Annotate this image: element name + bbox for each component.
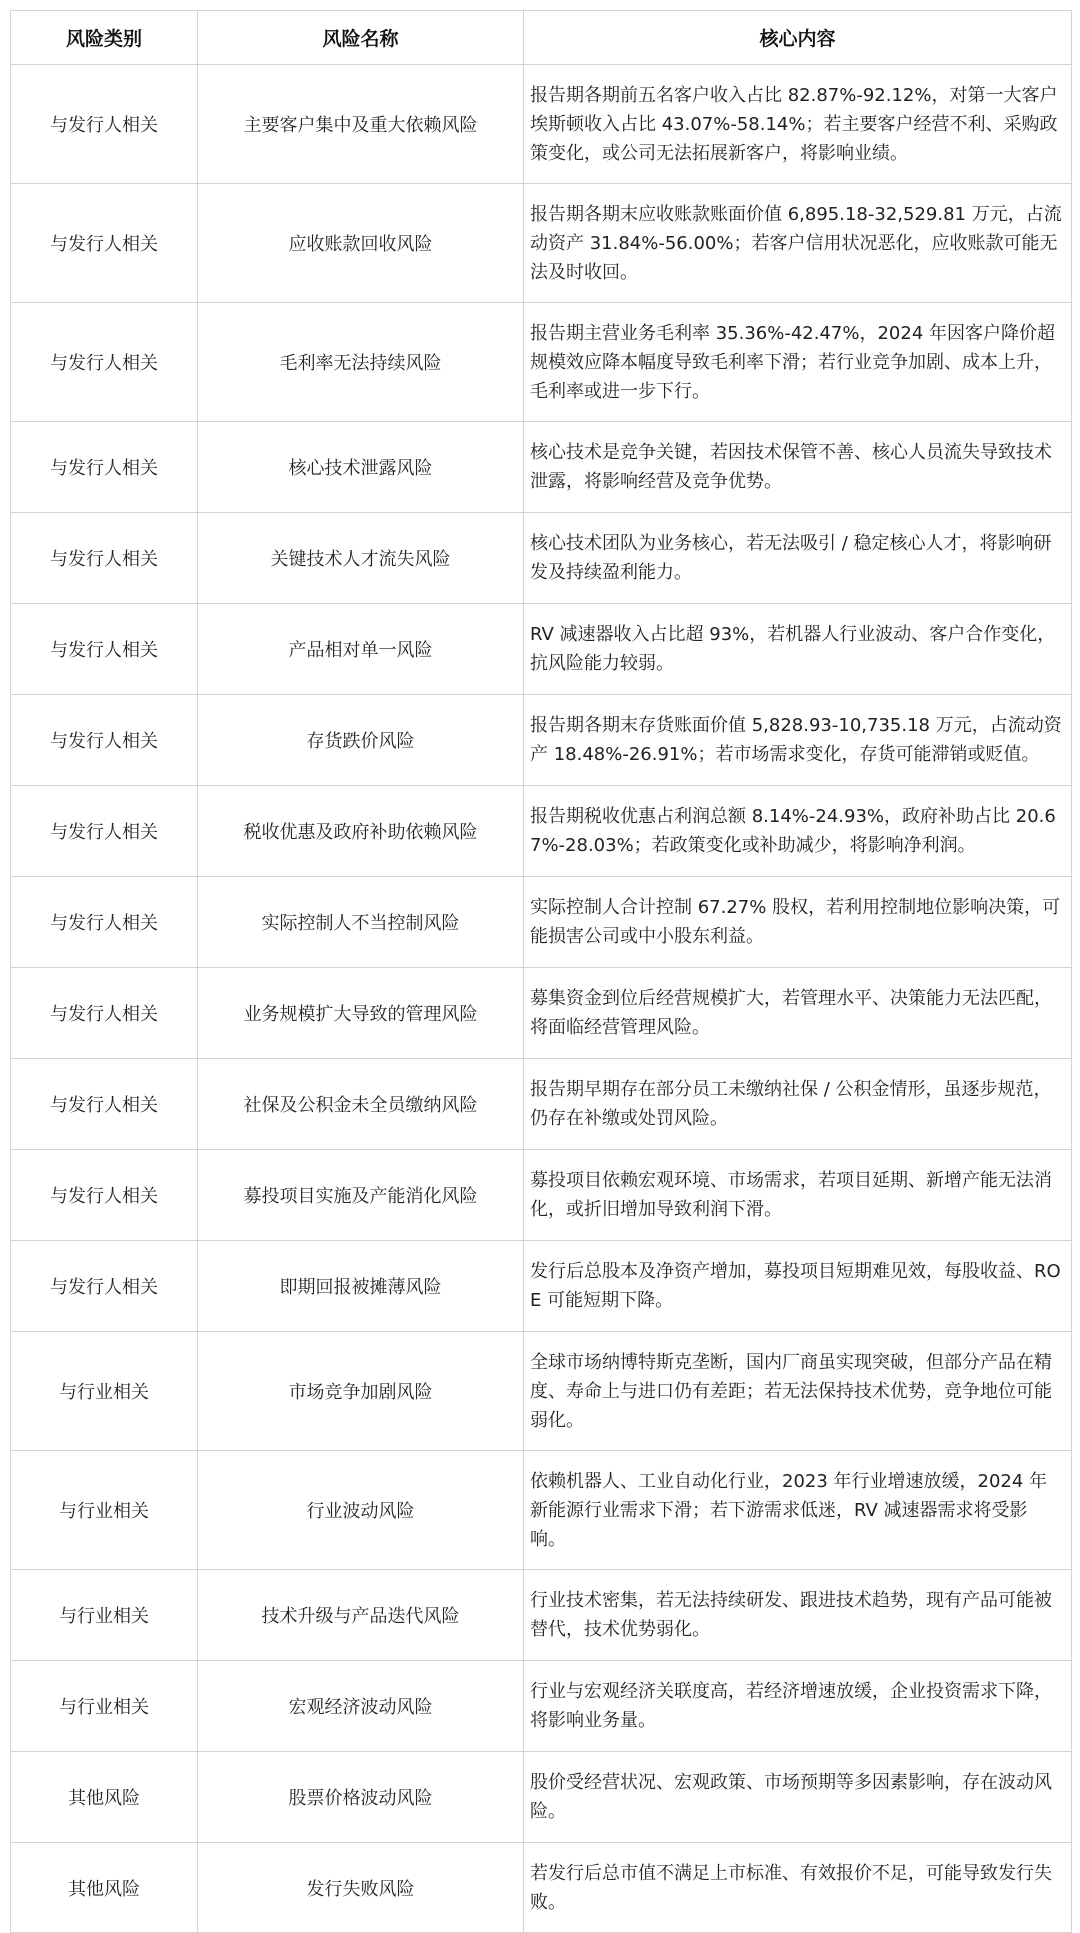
table-row [11,1059,1072,1150]
risk-name-cell: 募投项目实施及产能消化风险 [198,1150,524,1241]
risk-category-cell: 其他风险 [11,1752,198,1843]
risk-category-cell: 与发行人相关 [11,513,198,604]
risk-name-cell: 税收优惠及政府补助依赖风险 [198,786,524,877]
risk-name-cell: 产品相对单一风险 [198,604,524,695]
table-row [11,604,1072,695]
risk-content-cell: 实际控制人合计控制 67.27% 股权，若利用控制地位影响决策，可能损害公司或中小股东利益。 [524,877,1072,968]
table-row [11,968,1072,1059]
header-risk-category: 风险类别 [11,11,198,65]
table-row [11,1661,1072,1752]
risk-category-cell: 与发行人相关 [11,1059,198,1150]
header-core-content: 核心内容 [524,11,1072,65]
table-row [11,184,1072,303]
table-row [11,1752,1072,1843]
risk-content-cell: 报告期各期末应收账款账面价值 6,895.18-32,529.81 万元，占流动资产 31.84%-56.00%；若客户信用状况恶化，应收账款可能无法及时收回。 [524,184,1072,303]
risk-content-cell: 报告期各期末存货账面价值 5,828.93-10,735.18 万元，占流动资产 18.48%-26.91%；若市场需求变化，存货可能滞销或贬值。 [524,695,1072,786]
risk-category-cell: 与发行人相关 [11,968,198,1059]
risk-category-cell: 与发行人相关 [11,604,198,695]
risk-table-container [10,10,1071,1933]
risk-name-cell: 存货跌价风险 [198,695,524,786]
risk-name-cell: 应收账款回收风险 [198,184,524,303]
risk-content-cell: 核心技术团队为业务核心，若无法吸引 / 稳定核心人才，将影响研发及持续盈利能力。 [524,513,1072,604]
risk-content-cell: 依赖机器人、工业自动化行业，2023 年行业增速放缓，2024 年新能源行业需求下滑；若下游需求低迷，RV 减速器需求将受影响。 [524,1451,1072,1570]
table-row [11,1150,1072,1241]
table-row [11,1570,1072,1661]
risk-name-cell: 行业波动风险 [198,1451,524,1570]
risk-category-cell: 与行业相关 [11,1451,198,1570]
risk-content-cell: 报告期税收优惠占利润总额 8.14%-24.93%，政府补助占比 20.67%-28.03%；若政策变化或补助减少，将影响净利润。 [524,786,1072,877]
risk-category-cell: 与发行人相关 [11,877,198,968]
risk-category-cell: 与发行人相关 [11,65,198,184]
risk-name-cell: 股票价格波动风险 [198,1752,524,1843]
risk-category-cell: 与发行人相关 [11,303,198,422]
risk-category-cell: 与行业相关 [11,1661,198,1752]
table-row [11,422,1072,513]
risk-category-cell: 与发行人相关 [11,1241,198,1332]
table-row [11,303,1072,422]
header-risk-name: 风险名称 [198,11,524,65]
risk-content-cell: 募集资金到位后经营规模扩大，若管理水平、决策能力无法匹配，将面临经营管理风险。 [524,968,1072,1059]
table-row [11,786,1072,877]
risk-name-cell: 核心技术泄露风险 [198,422,524,513]
risk-category-cell: 与行业相关 [11,1332,198,1451]
risk-category-cell: 其他风险 [11,1843,198,1933]
table-row [11,1332,1072,1451]
risk-category-cell: 与发行人相关 [11,695,198,786]
risk-content-cell: 若发行后总市值不满足上市标准、有效报价不足，可能导致发行失败。 [524,1843,1072,1933]
risk-name-cell: 主要客户集中及重大依赖风险 [198,65,524,184]
risk-category-cell: 与发行人相关 [11,422,198,513]
table-row [11,65,1072,184]
risk-content-cell: 行业与宏观经济关联度高，若经济增速放缓，企业投资需求下降，将影响业务量。 [524,1661,1072,1752]
risk-name-cell: 毛利率无法持续风险 [198,303,524,422]
risk-name-cell: 宏观经济波动风险 [198,1661,524,1752]
table-row [11,513,1072,604]
risk-category-cell: 与行业相关 [11,1570,198,1661]
risk-table [10,10,1072,1933]
risk-name-cell: 市场竞争加剧风险 [198,1332,524,1451]
risk-content-cell: 报告期主营业务毛利率 35.36%-42.47%，2024 年因客户降价超规模效应降本幅度导致毛利率下滑；若行业竞争加剧、成本上升，毛利率或进一步下行。 [524,303,1072,422]
risk-content-cell: 发行后总股本及净资产增加，募投项目短期难见效，每股收益、ROE 可能短期下降。 [524,1241,1072,1332]
risk-name-cell: 实际控制人不当控制风险 [198,877,524,968]
risk-name-cell: 技术升级与产品迭代风险 [198,1570,524,1661]
risk-name-cell: 业务规模扩大导致的管理风险 [198,968,524,1059]
risk-category-cell: 与发行人相关 [11,184,198,303]
risk-name-cell: 社保及公积金未全员缴纳风险 [198,1059,524,1150]
table-row [11,1241,1072,1332]
risk-content-cell: 报告期早期存在部分员工未缴纳社保 / 公积金情形，虽逐步规范，仍存在补缴或处罚风险。 [524,1059,1072,1150]
table-row [11,1843,1072,1933]
table-row [11,877,1072,968]
risk-content-cell: 募投项目依赖宏观环境、市场需求，若项目延期、新增产能无法消化，或折旧增加导致利润下滑。 [524,1150,1072,1241]
risk-content-cell: 股价受经营状况、宏观政策、市场预期等多因素影响，存在波动风险。 [524,1752,1072,1843]
risk-name-cell: 即期回报被摊薄风险 [198,1241,524,1332]
risk-content-cell: RV 减速器收入占比超 93%，若机器人行业波动、客户合作变化，抗风险能力较弱。 [524,604,1072,695]
table-header-row [11,11,1072,65]
risk-name-cell: 发行失败风险 [198,1843,524,1933]
table-row [11,695,1072,786]
risk-content-cell: 核心技术是竞争关键，若因技术保管不善、核心人员流失导致技术泄露，将影响经营及竞争优势。 [524,422,1072,513]
risk-content-cell: 全球市场纳博特斯克垄断，国内厂商虽实现突破，但部分产品在精度、寿命上与进口仍有差距；若无法保持技术优势，竞争地位可能弱化。 [524,1332,1072,1451]
table-row [11,1451,1072,1570]
risk-content-cell: 报告期各期前五名客户收入占比 82.87%-92.12%，对第一大客户埃斯顿收入占比 43.07%-58.14%；若主要客户经营不利、采购政策变化，或公司无法拓展新客户，将影响业绩。 [524,65,1072,184]
risk-content-cell: 行业技术密集，若无法持续研发、跟进技术趋势，现有产品可能被替代，技术优势弱化。 [524,1570,1072,1661]
risk-category-cell: 与发行人相关 [11,786,198,877]
risk-name-cell: 关键技术人才流失风险 [198,513,524,604]
risk-category-cell: 与发行人相关 [11,1150,198,1241]
